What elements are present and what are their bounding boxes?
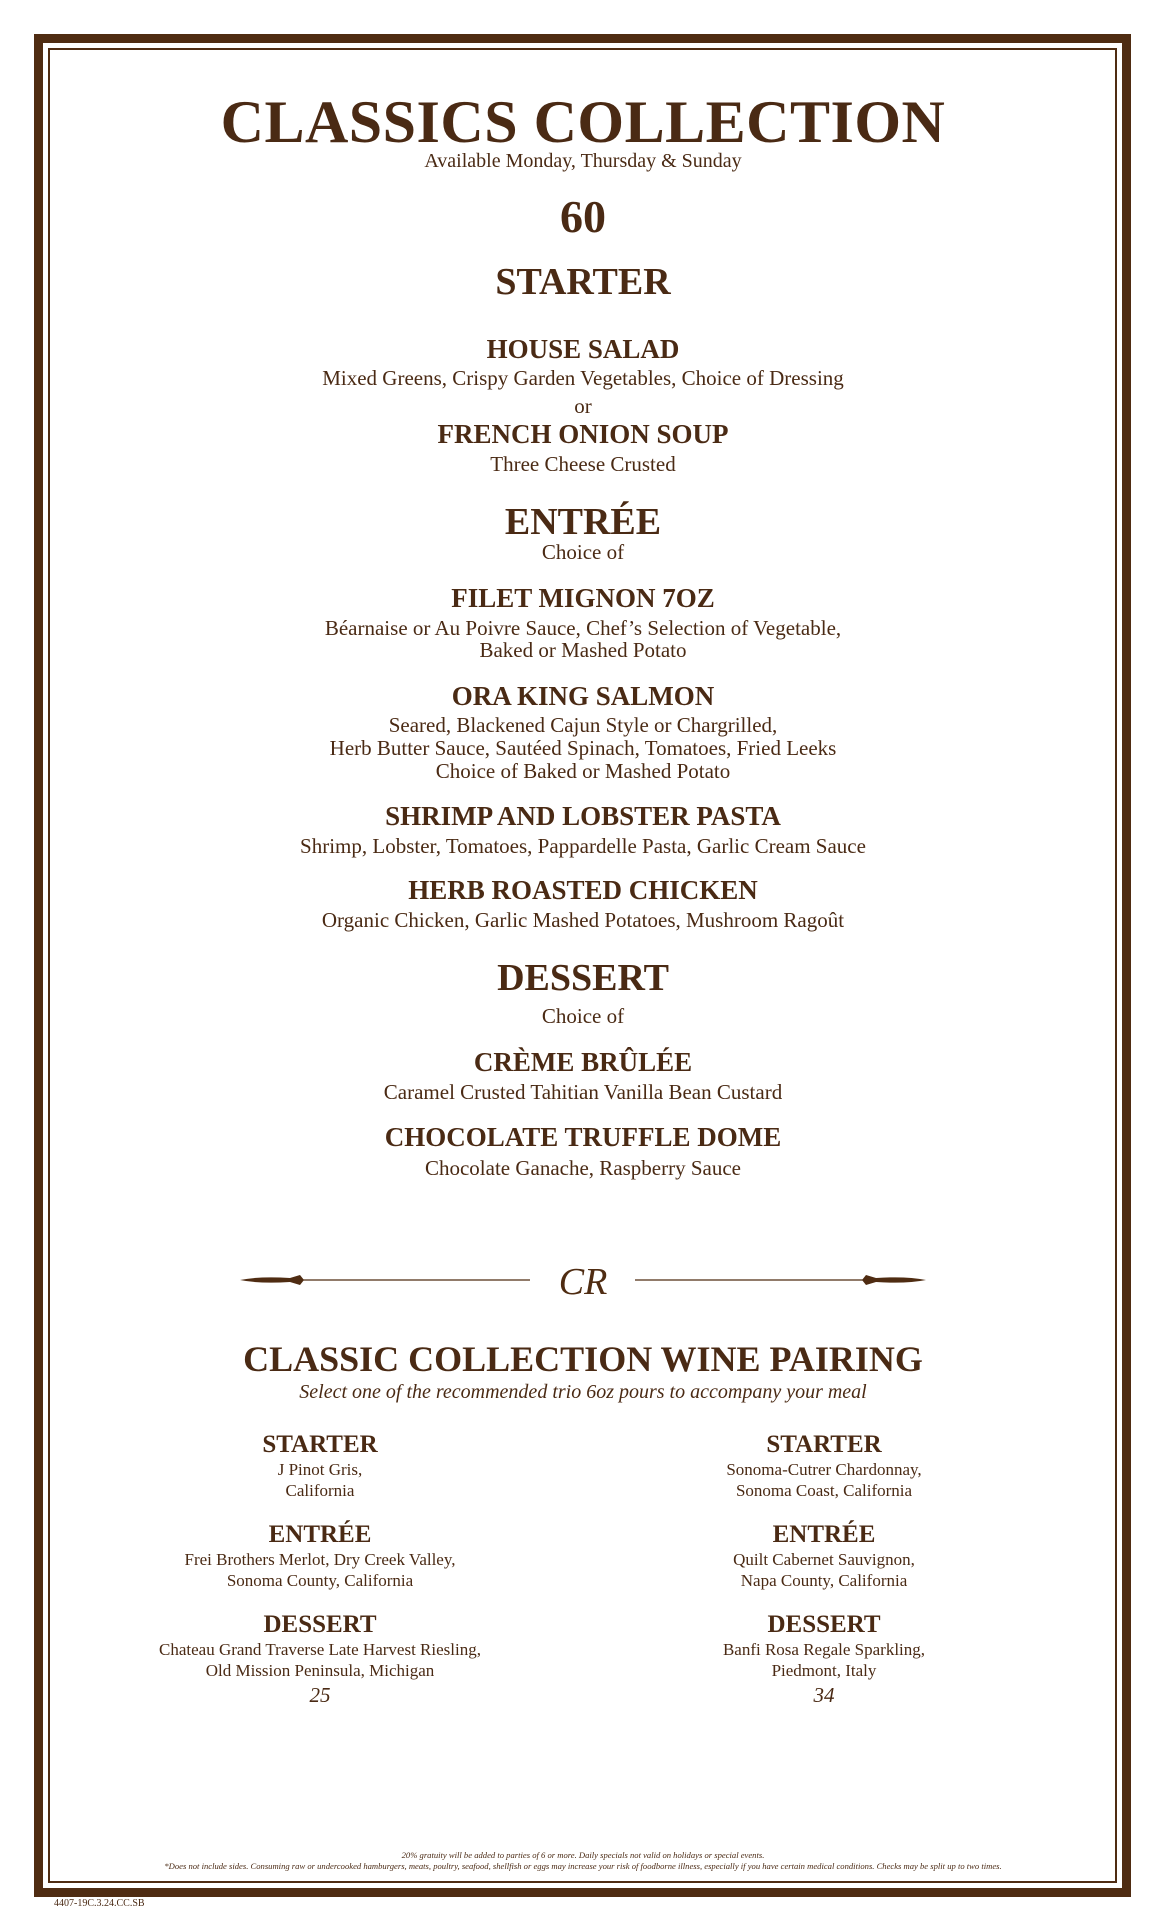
dish-description: Caramel Crusted Tahitian Vanilla Bean Custard [383, 1080, 783, 1104]
wine-line: Sonoma County, California [226, 1571, 414, 1590]
choice-of: Choice of [541, 540, 625, 564]
course-label: DESSERT [263, 1611, 377, 1638]
wine-line: Banfi Rosa Regale Sparkling, [722, 1640, 926, 1659]
dish-description: Chocolate Ganache, Raspberry Sauce [424, 1156, 742, 1180]
dish-name: HERB ROASTED CHICKEN [408, 875, 758, 905]
wine-line: Old Mission Peninsula, Michigan [205, 1661, 435, 1680]
trio-price: 34 [813, 1683, 835, 1707]
entree-heading: ENTRÉE [504, 501, 662, 543]
course-label: DESSERT [767, 1611, 881, 1638]
wine-line: Quilt Cabernet Sauvignon, [733, 1550, 915, 1569]
dish-name: ORA KING SALMON [451, 681, 715, 711]
ornamental-divider [240, 1258, 926, 1302]
dish-name: SHRIMP AND LOBSTER PASTA [385, 801, 781, 831]
dish-description: Seared, Blackened Cajun Style or Chargrilled, [388, 713, 778, 737]
or-separator: or [574, 394, 592, 418]
dish-name: FRENCH ONION SOUP [437, 419, 729, 449]
monogram-text: CR [558, 1261, 608, 1302]
wine-line: California [285, 1481, 355, 1500]
wine-pairing-title: CLASSIC COLLECTION WINE PAIRING [243, 1339, 923, 1379]
dish-description: Shrimp, Lobster, Tomatoes, Pappardelle Pasta, Garlic Cream Sauce [300, 834, 866, 858]
trio-price: 25 [309, 1683, 331, 1707]
dish-description: Baked or Mashed Potato [479, 638, 687, 662]
dish-name: CRÈME BRÛLÉE [473, 1047, 693, 1077]
wine-line: Piedmont, Italy [771, 1661, 877, 1680]
wine-trio-right [614, 1431, 1034, 1708]
menu-price: 60 [560, 191, 606, 242]
dish-name: FILET MIGNON 7OZ [451, 583, 715, 613]
wine-line: Sonoma-Cutrer Chardonnay, [726, 1460, 922, 1479]
wine-line: J Pinot Gris, [277, 1460, 363, 1479]
dish-description: Herb Butter Sauce, Sautéed Spinach, Tomatoes, Fried Leeks [329, 736, 837, 760]
wine-line: Sonoma Coast, California [735, 1481, 913, 1500]
health-disclaimer: *Does not include sides. Consuming raw or undercooked hamburgers, meats, poultry, seafood, shellfish or eggs may increase your risk of foodborne illness, especially if you have certain medical conditions. Checks may be split up to two times. [164, 1861, 1002, 1871]
availability: Available Monday, Thursday & Sunday [424, 150, 742, 172]
course-label: ENTRÉE [268, 1521, 372, 1548]
course-label: STARTER [766, 1431, 882, 1458]
wine-trio-left [110, 1431, 530, 1708]
menu-code: 4407-19C.3.24.CC.SB [54, 1898, 145, 1909]
choice-of: Choice of [541, 1004, 625, 1028]
wine-line: Frei Brothers Merlot, Dry Creek Valley, [184, 1550, 456, 1569]
wine-pairing-subtitle: Select one of the recommended trio 6oz pours to accompany your meal [299, 1381, 867, 1403]
dessert-heading: DESSERT [497, 957, 669, 999]
page-title: CLASSICS COLLECTION [220, 89, 946, 155]
course-label: ENTRÉE [772, 1521, 876, 1548]
course-label: STARTER [262, 1431, 378, 1458]
dish-description: Three Cheese Crusted [490, 452, 676, 476]
wine-line: Napa County, California [740, 1571, 908, 1590]
starter-heading: STARTER [495, 261, 671, 303]
dish-name: HOUSE SALAD [486, 334, 680, 364]
dish-description: Mixed Greens, Crispy Garden Vegetables, Choice of Dressing [322, 366, 844, 390]
dish-description: Béarnaise or Au Poivre Sauce, Chef’s Selection of Vegetable, [324, 616, 842, 640]
dish-description: Choice of Baked or Mashed Potato [435, 759, 731, 783]
wine-line: Chateau Grand Traverse Late Harvest Riesling, [159, 1640, 481, 1659]
dish-name: CHOCOLATE TRUFFLE DOME [384, 1122, 782, 1152]
dish-description: Organic Chicken, Garlic Mashed Potatoes, Mushroom Ragoût [321, 908, 845, 932]
gratuity-note: 20% gratuity will be added to parties of 6 or more. Daily specials not valid on holidays or special events. [401, 1850, 765, 1860]
